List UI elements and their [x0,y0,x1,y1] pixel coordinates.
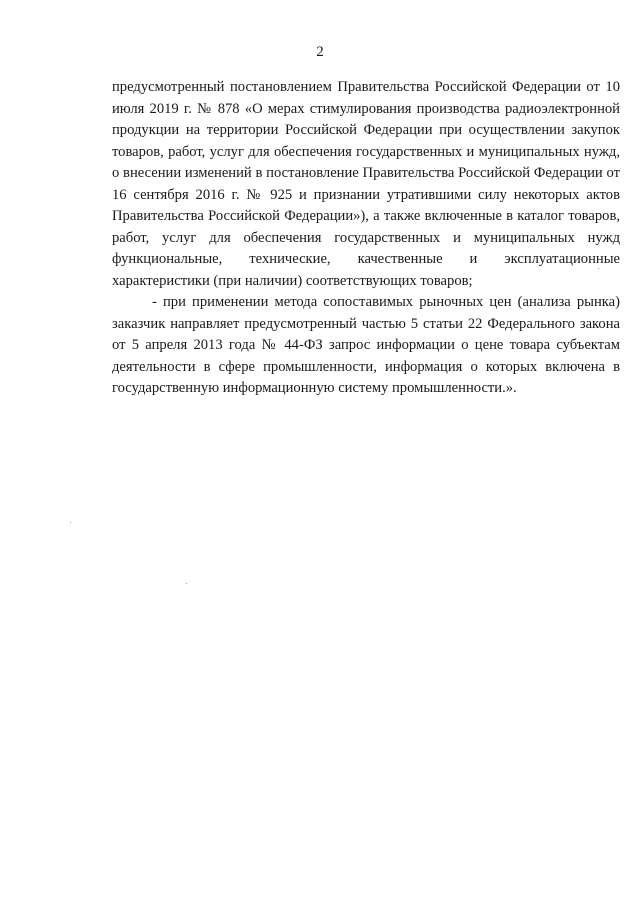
paragraph-2: - при применении метода сопоставимых рыночных цен (анализа рынка) заказчик направляет предусмотренный частью 5 статьи 22 Федерального закона от 5 апреля 2013 года № 44-ФЗ запрос информации о цене товара субъектам деятельности в сфере промышленности, информация о которых включена в государственную информационную систему промышленности.». [112,294,620,396]
document-body [112,77,620,400]
scan-speck [186,583,187,584]
paragraph-1: предусмотренный постановлением Правительства Российской Федерации от 10 июля 2019 г. № 878 «О мерах стимулирования производства радиоэлектронной продукции на территории Российской Федерации при осуществлении закупок товаров, работ, услуг для обеспечения государственных и муниципальных нужд, о внесении изменений в постановление Правительства Российской Федерации от 16 сентября 2016 г. № 925 и признании утратившими силу некоторых актов Правительства Российской Федерации»), а также включенные в каталог товаров, работ, услуг для обеспечения государственных и муниципальных нужд функциональные, технические, качественные и эксплуатационные характеристики (при наличии) соответствующих товаров; [112,79,620,289]
page-number: 2 [316,44,324,60]
scan-speck [598,268,599,269]
scan-speck [70,522,71,523]
